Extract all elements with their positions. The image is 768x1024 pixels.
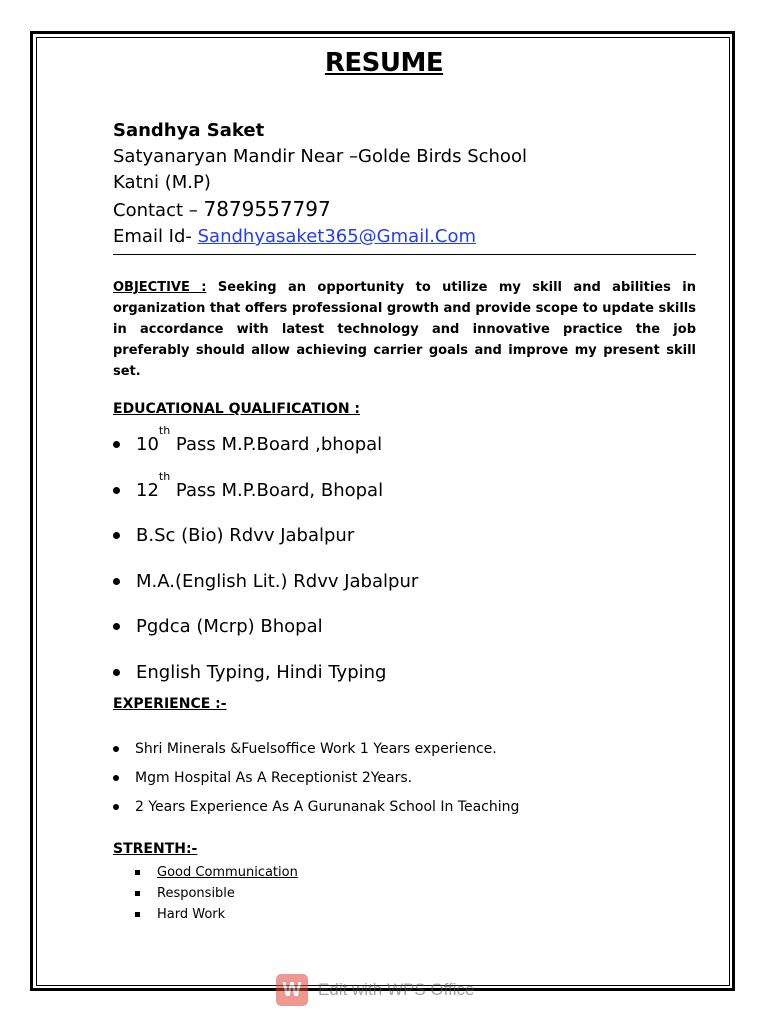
strength-item-text: Good Communication bbox=[157, 865, 298, 880]
wps-logo-icon: W bbox=[276, 974, 308, 1006]
experience-list bbox=[113, 734, 696, 821]
bullet-icon bbox=[113, 441, 120, 448]
bullet-icon bbox=[113, 578, 120, 585]
bullet-icon bbox=[113, 623, 120, 630]
square-bullet-icon bbox=[135, 912, 140, 917]
strength-list bbox=[135, 862, 535, 925]
education-item-text bbox=[136, 571, 418, 592]
wps-watermark-text: Edit with WPS Office bbox=[318, 980, 475, 999]
education-item bbox=[113, 650, 696, 696]
bullet-icon bbox=[113, 775, 119, 781]
objective-section bbox=[113, 277, 696, 382]
strength-item-text: Hard Work bbox=[157, 907, 226, 922]
wps-watermark[interactable] bbox=[276, 973, 475, 1007]
education-item-label: M.A.(English Lit.) Rdvv Jabalpur bbox=[136, 570, 419, 592]
education-item-number: 10 bbox=[136, 434, 159, 456]
education-item bbox=[113, 422, 696, 468]
education-item-number: 12 bbox=[136, 479, 159, 501]
experience-item-text: Shri Minerals &Fuelsoffice Work 1 Years experience. bbox=[135, 740, 497, 757]
education-item-text bbox=[136, 525, 354, 546]
strength-item bbox=[135, 862, 535, 883]
bullet-icon bbox=[113, 746, 119, 752]
education-item-text bbox=[136, 662, 386, 683]
experience-heading: EXPERIENCE :- bbox=[113, 696, 227, 712]
phone-number: 7879557797 bbox=[203, 197, 331, 221]
experience-item-text: 2 Years Experience As A Gurunanak School In Teaching bbox=[135, 798, 520, 815]
education-heading: EDUCATIONAL QUALIFICATION : bbox=[113, 401, 361, 417]
contact-line bbox=[113, 196, 696, 224]
experience-item bbox=[113, 792, 696, 821]
education-item bbox=[113, 513, 696, 559]
education-item-text bbox=[136, 424, 383, 456]
education-item bbox=[113, 559, 696, 605]
address-line-1: Satyanaryan Mandir Near –Golde Birds School bbox=[113, 146, 527, 167]
header-divider bbox=[113, 254, 696, 255]
contact-label: Contact – bbox=[113, 200, 204, 221]
bullet-icon bbox=[113, 532, 120, 539]
candidate-name: Sandhya Saket bbox=[113, 120, 265, 141]
objective-text: Seeking an opportunity to utilize my skill and abilities in organization that offers professional growth and provide scope to update skills in accordance with latest technology and innovative practice the job preferably should allow achieving carrier goals and improve my present skill set. bbox=[113, 280, 696, 379]
square-bullet-icon bbox=[135, 870, 140, 875]
education-item-label: B.Sc (Bio) Rdvv Jabalpur bbox=[136, 525, 355, 547]
email-link[interactable]: Sandhyasaket365@Gmail.Com bbox=[197, 226, 477, 247]
education-item-label: Pass M.P.Board ,bhopal bbox=[170, 434, 383, 456]
education-item bbox=[113, 604, 696, 650]
bullet-icon bbox=[113, 487, 120, 494]
email-line bbox=[113, 224, 696, 250]
experience-item bbox=[113, 763, 696, 792]
education-item bbox=[113, 468, 696, 514]
email-label: Email Id- bbox=[113, 226, 198, 247]
address-line-2: Katni (M.P) bbox=[113, 172, 211, 193]
contact-block bbox=[113, 118, 696, 250]
education-item-label: Pass M.P.Board, Bhopal bbox=[170, 479, 384, 501]
resume-title: RESUME bbox=[324, 48, 444, 78]
strength-item bbox=[135, 883, 535, 904]
education-item-label: Pgdca (Mcrp) Bhopal bbox=[136, 616, 323, 638]
square-bullet-icon bbox=[135, 891, 140, 896]
strength-heading: STRENTH:- bbox=[113, 841, 198, 857]
bullet-icon bbox=[113, 669, 120, 676]
education-item-label: English Typing, Hindi Typing bbox=[136, 661, 387, 683]
education-item-text bbox=[136, 469, 384, 501]
experience-item-text: Mgm Hospital As A Receptionist 2Years. bbox=[135, 769, 413, 786]
objective-heading: OBJECTIVE : bbox=[113, 280, 207, 295]
strength-item-text: Responsible bbox=[157, 886, 235, 901]
education-list bbox=[113, 422, 696, 695]
strength-item bbox=[135, 904, 535, 925]
bullet-icon bbox=[113, 804, 119, 810]
education-item-ordinal: th bbox=[158, 469, 171, 483]
education-item-text bbox=[136, 616, 323, 637]
experience-item bbox=[113, 734, 696, 763]
education-item-ordinal: th bbox=[158, 424, 171, 438]
